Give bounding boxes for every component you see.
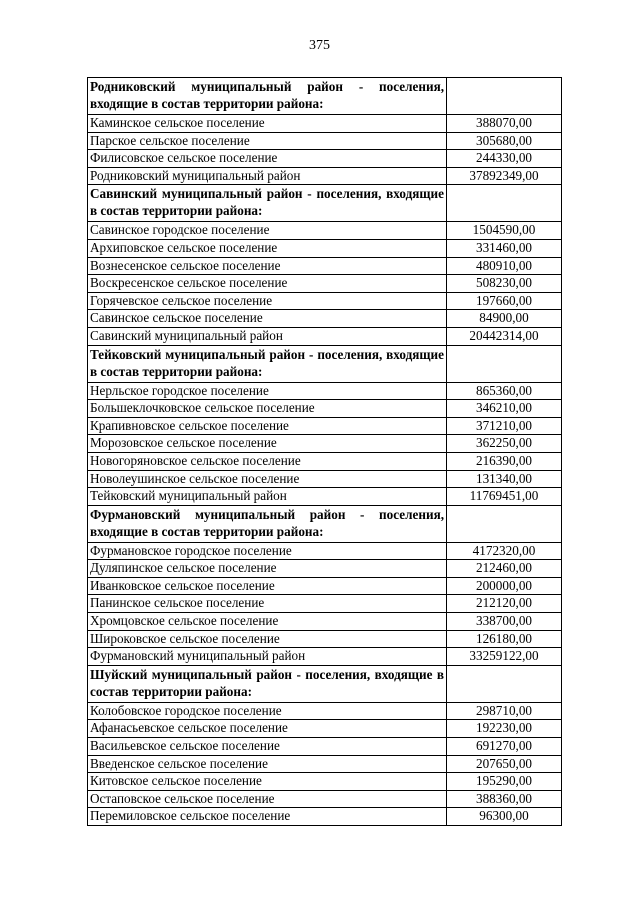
table-row xyxy=(88,275,562,293)
settlement-name: Остаповское сельское поселение xyxy=(88,790,447,808)
settlement-value: 388070,00 xyxy=(447,115,562,133)
table-row xyxy=(88,292,562,310)
settlement-value: 346210,00 xyxy=(447,400,562,418)
settlement-name: Филисовское сельское поселение xyxy=(88,150,447,168)
settlement-name: Васильевское сельское поселение xyxy=(88,738,447,756)
table-row xyxy=(88,738,562,756)
settlement-value: 4172320,00 xyxy=(447,542,562,560)
settlement-value: 212460,00 xyxy=(447,560,562,578)
settlement-name: Крапивновское сельское поселение xyxy=(88,417,447,435)
section-header: Тейковский муниципальный район - поселения, входящие в состав территории района: xyxy=(88,345,447,382)
table-row xyxy=(88,702,562,720)
table-row xyxy=(88,382,562,400)
settlement-name: Савинский муниципальный район xyxy=(88,327,447,345)
table-row xyxy=(88,150,562,168)
settlement-name: Тейковский муниципальный район xyxy=(88,488,447,506)
section-header: Савинский муниципальный район - поселения, входящие в состав территории района: xyxy=(88,185,447,222)
section-header: Родниковский муниципальный район - поселения, входящие в состав территории района: xyxy=(88,78,447,115)
table-row xyxy=(88,755,562,773)
table-row xyxy=(88,790,562,808)
table-row xyxy=(88,488,562,506)
settlement-name: Хромцовское сельское поселение xyxy=(88,613,447,631)
section-header: Фурмановский муниципальный район - поселения, входящие в состав территории района: xyxy=(88,505,447,542)
table-row xyxy=(88,115,562,133)
table-row xyxy=(88,239,562,257)
settlement-name: Новогоряновское сельское поселение xyxy=(88,452,447,470)
settlement-name: Фурмановский муниципальный район xyxy=(88,648,447,666)
settlement-name: Савинское сельское поселение xyxy=(88,310,447,328)
section-header: Шуйский муниципальный район - поселения, входящие в состав территории района: xyxy=(88,665,447,702)
table-row xyxy=(88,808,562,826)
section-header-value xyxy=(447,78,562,115)
settlement-value: 131340,00 xyxy=(447,470,562,488)
table-row xyxy=(88,257,562,275)
settlement-name: Введенское сельское поселение xyxy=(88,755,447,773)
section-header-value xyxy=(447,505,562,542)
settlement-value: 1504590,00 xyxy=(447,222,562,240)
settlement-value: 371210,00 xyxy=(447,417,562,435)
section-header-row xyxy=(88,185,562,222)
table-row xyxy=(88,613,562,631)
table-row xyxy=(88,720,562,738)
table-row xyxy=(88,222,562,240)
settlement-name: Новолеушинское сельское поселение xyxy=(88,470,447,488)
settlement-value: 11769451,00 xyxy=(447,488,562,506)
table-row xyxy=(88,470,562,488)
settlement-name: Савинское городское поселение xyxy=(88,222,447,240)
settlement-value: 200000,00 xyxy=(447,577,562,595)
settlement-value: 865360,00 xyxy=(447,382,562,400)
table-row xyxy=(88,327,562,345)
settlement-value: 84900,00 xyxy=(447,310,562,328)
table-row xyxy=(88,400,562,418)
settlement-name: Каминское сельское поселение xyxy=(88,115,447,133)
settlement-name: Фурмановское городское поселение xyxy=(88,542,447,560)
page-number: 375 xyxy=(309,38,330,53)
table-row xyxy=(88,773,562,791)
table-row xyxy=(88,542,562,560)
section-header-value xyxy=(447,345,562,382)
settlement-value: 195290,00 xyxy=(447,773,562,791)
settlement-name: Горячевское сельское поселение xyxy=(88,292,447,310)
settlement-value: 338700,00 xyxy=(447,613,562,631)
table-row xyxy=(88,132,562,150)
settlement-name: Широковское сельское поселение xyxy=(88,630,447,648)
settlement-value: 480910,00 xyxy=(447,257,562,275)
section-header-row xyxy=(88,345,562,382)
settlement-name: Колобовское городское поселение xyxy=(88,702,447,720)
section-header-row xyxy=(88,665,562,702)
table-body xyxy=(88,78,562,826)
settlement-name: Вознесенское сельское поселение xyxy=(88,257,447,275)
settlement-value: 305680,00 xyxy=(447,132,562,150)
settlement-name: Афанасьевское сельское поселение xyxy=(88,720,447,738)
settlement-value: 20442314,00 xyxy=(447,327,562,345)
table-row xyxy=(88,417,562,435)
settlement-name: Перемиловское сельское поселение xyxy=(88,808,447,826)
settlement-name: Воскресенское сельское поселение xyxy=(88,275,447,293)
table-row xyxy=(88,435,562,453)
table-row xyxy=(88,167,562,185)
settlement-name: Панинское сельское поселение xyxy=(88,595,447,613)
table-row xyxy=(88,648,562,666)
table-row xyxy=(88,577,562,595)
settlement-value: 508230,00 xyxy=(447,275,562,293)
settlement-value: 216390,00 xyxy=(447,452,562,470)
settlement-value: 192230,00 xyxy=(447,720,562,738)
table-row xyxy=(88,595,562,613)
section-header-row xyxy=(88,505,562,542)
settlement-name: Парское сельское поселение xyxy=(88,132,447,150)
settlement-value: 96300,00 xyxy=(447,808,562,826)
settlement-value: 126180,00 xyxy=(447,630,562,648)
settlement-name: Нерльское городское поселение xyxy=(88,382,447,400)
settlement-value: 212120,00 xyxy=(447,595,562,613)
settlement-value: 197660,00 xyxy=(447,292,562,310)
section-header-value xyxy=(447,185,562,222)
settlement-name: Родниковский муниципальный район xyxy=(88,167,447,185)
settlement-value: 37892349,00 xyxy=(447,167,562,185)
table-row xyxy=(88,560,562,578)
allocation-table xyxy=(87,77,562,826)
section-header-value xyxy=(447,665,562,702)
settlement-name: Морозовское сельское поселение xyxy=(88,435,447,453)
table-row xyxy=(88,630,562,648)
settlement-name: Китовское сельское поселение xyxy=(88,773,447,791)
section-header-row xyxy=(88,78,562,115)
settlement-value: 298710,00 xyxy=(447,702,562,720)
settlement-value: 33259122,00 xyxy=(447,648,562,666)
settlement-value: 388360,00 xyxy=(447,790,562,808)
settlement-value: 331460,00 xyxy=(447,239,562,257)
settlement-name: Большеклочковское сельское поселение xyxy=(88,400,447,418)
settlement-value: 362250,00 xyxy=(447,435,562,453)
settlement-name: Дуляпинское сельское поселение xyxy=(88,560,447,578)
settlement-value: 244330,00 xyxy=(447,150,562,168)
table-row xyxy=(88,310,562,328)
settlement-name: Иванковское сельское поселение xyxy=(88,577,447,595)
settlement-value: 207650,00 xyxy=(447,755,562,773)
table-row xyxy=(88,452,562,470)
settlement-value: 691270,00 xyxy=(447,738,562,756)
settlement-name: Архиповское сельское поселение xyxy=(88,239,447,257)
